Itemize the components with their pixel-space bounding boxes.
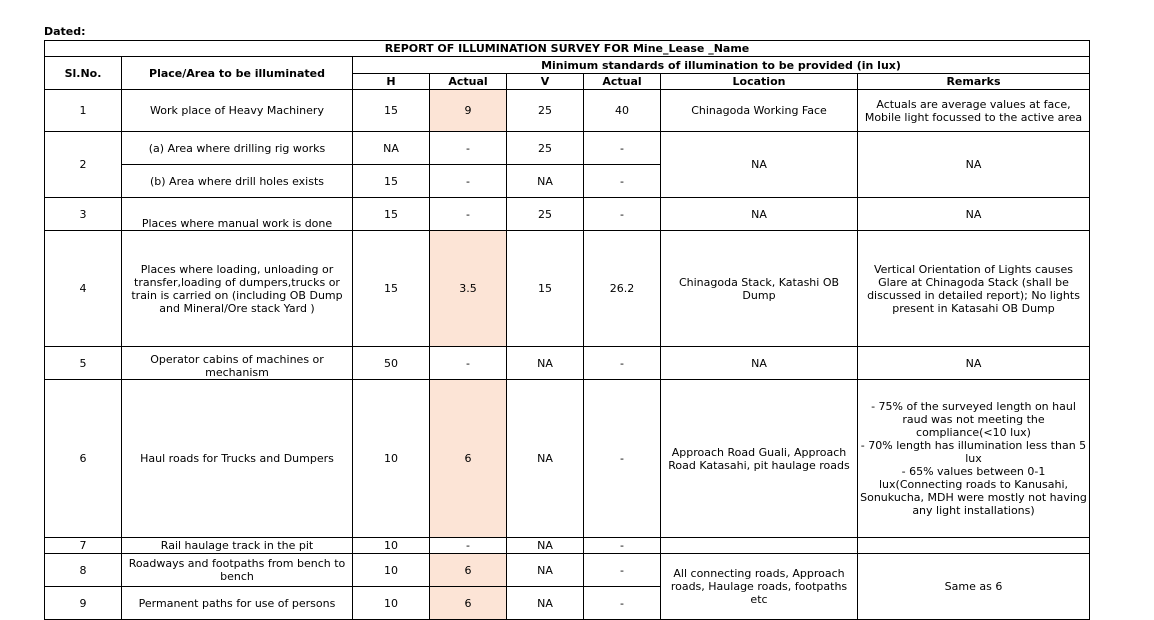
header-location: Location xyxy=(661,74,858,90)
dated-label: Dated: xyxy=(44,25,86,38)
table-row xyxy=(45,554,1090,587)
place-cell: Work place of Heavy Machinery xyxy=(122,90,353,132)
remarks-line: - 65% values between 0-1 lux(Connecting roads to Kanusahi, Sonukucha, MDH were mostly not having any light installations) xyxy=(860,465,1087,517)
sl-no-cell: 5 xyxy=(45,347,122,380)
actual-h-cell: - xyxy=(430,165,507,198)
actual-v-cell: - xyxy=(584,347,661,380)
actual-v-cell: - xyxy=(584,587,661,620)
illumination-report-table xyxy=(44,40,1090,620)
v-cell: NA xyxy=(507,538,584,554)
actual-h-cell: 6 xyxy=(430,587,507,620)
sl-no-cell: 3 xyxy=(45,198,122,231)
report-title: REPORT OF ILLUMINATION SURVEY FOR Mine_Lease _Name xyxy=(45,41,1090,57)
place-cell: Rail haulage track in the pit xyxy=(122,538,353,554)
actual-h-cell: 6 xyxy=(430,380,507,538)
actual-v-cell: - xyxy=(584,198,661,231)
h-cell: 15 xyxy=(353,165,430,198)
header-place: Place/Area to be illuminated xyxy=(122,57,353,90)
h-cell: 15 xyxy=(353,198,430,231)
header-actual-v: Actual xyxy=(584,74,661,90)
v-cell: NA xyxy=(507,165,584,198)
remarks-cell: Vertical Orientation of Lights causes Glare at Chinagoda Stack (shall be discussed in detailed report); No lights present in Katasahi OB Dump xyxy=(858,231,1090,347)
header-actual-h: Actual xyxy=(430,74,507,90)
v-cell: 25 xyxy=(507,198,584,231)
header-remarks: Remarks xyxy=(858,74,1090,90)
h-cell: 15 xyxy=(353,231,430,347)
v-cell: NA xyxy=(507,380,584,538)
actual-h-cell: 9 xyxy=(430,90,507,132)
actual-v-cell: 40 xyxy=(584,90,661,132)
remarks-cell: NA xyxy=(858,347,1090,380)
remarks-line: - 75% of the surveyed length on haul raud was not meeting the compliance(<10 lux) xyxy=(871,400,1076,439)
h-cell: 10 xyxy=(353,587,430,620)
sl-no-cell: 2 xyxy=(45,132,122,198)
place-cell: Operator cabins of machines or mechanism xyxy=(122,347,353,380)
v-cell: 25 xyxy=(507,132,584,165)
actual-v-cell: - xyxy=(584,165,661,198)
h-cell: 10 xyxy=(353,380,430,538)
remarks-cell xyxy=(858,538,1090,554)
location-cell: NA xyxy=(661,132,858,198)
sl-no-cell: 4 xyxy=(45,231,122,347)
location-cell: NA xyxy=(661,347,858,380)
sl-no-cell: 7 xyxy=(45,538,122,554)
place-cell: Permanent paths for use of persons xyxy=(122,587,353,620)
place-cell: Haul roads for Trucks and Dumpers xyxy=(122,380,353,538)
h-cell: 15 xyxy=(353,90,430,132)
header-min-standards: Minimum standards of illumination to be provided (in lux) xyxy=(353,57,1090,74)
v-cell: 25 xyxy=(507,90,584,132)
actual-h-cell: - xyxy=(430,538,507,554)
v-cell: NA xyxy=(507,347,584,380)
location-cell: All connecting roads, Approach roads, Haulage roads, footpaths etc xyxy=(661,554,858,620)
h-cell: 10 xyxy=(353,554,430,587)
place-cell: Roadways and footpaths from bench to bench xyxy=(122,554,353,587)
header-h: H xyxy=(353,74,430,90)
remarks-cell: NA xyxy=(858,132,1090,198)
remarks-cell: Actuals are average values at face, Mobile light focussed to the active area xyxy=(858,90,1090,132)
table-row xyxy=(45,231,1090,347)
location-cell: Chinagoda Stack, Katashi OB Dump xyxy=(661,231,858,347)
header-v: V xyxy=(507,74,584,90)
v-cell: 15 xyxy=(507,231,584,347)
sl-no-cell: 6 xyxy=(45,380,122,538)
table-row xyxy=(45,198,1090,231)
table-row xyxy=(45,90,1090,132)
actual-h-cell: - xyxy=(430,198,507,231)
actual-v-cell: - xyxy=(584,538,661,554)
header-sl-no: Sl.No. xyxy=(45,57,122,90)
sl-no-cell: 9 xyxy=(45,587,122,620)
actual-v-cell: - xyxy=(584,132,661,165)
location-cell: Chinagoda Working Face xyxy=(661,90,858,132)
v-cell: NA xyxy=(507,554,584,587)
actual-h-cell: 6 xyxy=(430,554,507,587)
actual-h-cell: 3.5 xyxy=(430,231,507,347)
place-cell: (a) Area where drilling rig works xyxy=(122,132,353,165)
place-cell: (b) Area where drill holes exists xyxy=(122,165,353,198)
remarks-line: - 70% length has illumination less than 5 lux xyxy=(860,439,1087,465)
table-row xyxy=(45,347,1090,380)
v-cell: NA xyxy=(507,587,584,620)
actual-v-cell: - xyxy=(584,380,661,538)
actual-v-cell: - xyxy=(584,554,661,587)
h-cell: 50 xyxy=(353,347,430,380)
h-cell: 10 xyxy=(353,538,430,554)
sl-no-cell: 1 xyxy=(45,90,122,132)
location-cell: NA xyxy=(661,198,858,231)
table-row xyxy=(45,538,1090,554)
actual-h-cell: - xyxy=(430,347,507,380)
sl-no-cell: 8 xyxy=(45,554,122,587)
remarks-cell: NA xyxy=(858,198,1090,231)
remarks-cell xyxy=(858,380,1090,538)
place-cell: Places where manual work is done xyxy=(122,198,353,231)
table-row xyxy=(45,380,1090,538)
table-row xyxy=(45,132,1090,165)
actual-v-cell: 26.2 xyxy=(584,231,661,347)
location-cell xyxy=(661,538,858,554)
h-cell: NA xyxy=(353,132,430,165)
actual-h-cell: - xyxy=(430,132,507,165)
place-cell: Places where loading, unloading or transfer,loading of dumpers,trucks or train is carried on (including OB Dump and Mineral/Ore stack Yard ) xyxy=(122,231,353,347)
location-cell: Approach Road Guali, Approach Road Katasahi, pit haulage roads xyxy=(661,380,858,538)
remarks-cell: Same as 6 xyxy=(858,554,1090,620)
